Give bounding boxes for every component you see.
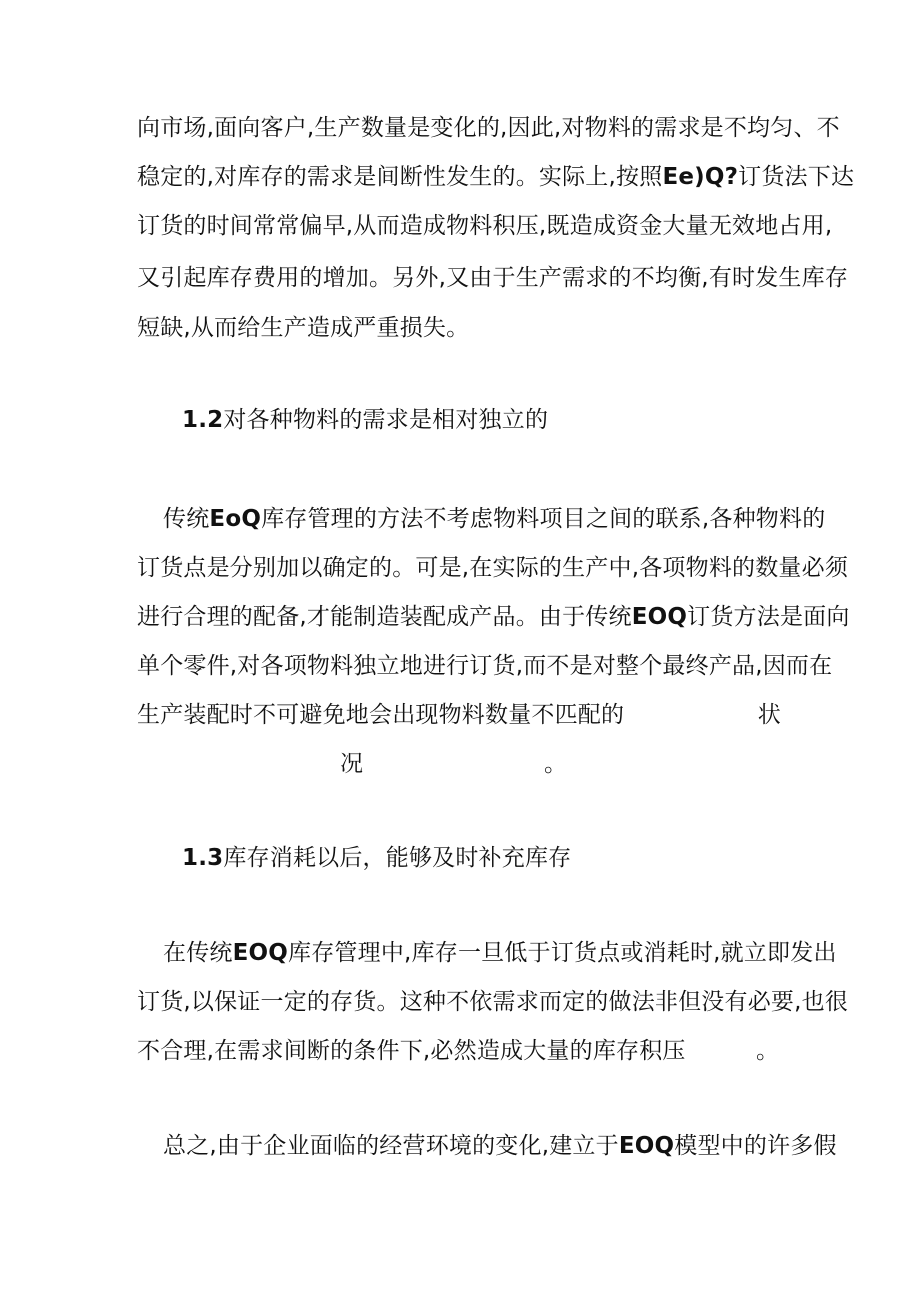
eoq-term: Ee)Q?	[662, 164, 739, 190]
section-title: 库存消耗以后，能够及时补充库存	[223, 845, 572, 871]
section-title: 对各种物料的需求是相对独立的	[223, 407, 549, 433]
paragraph-2-line-5: 生产装配时不可避免地会出现物料数量不匹配的 状	[137, 702, 781, 728]
paragraph-2-line-2: 订货点是分别加以确定的。可是,在实际的生产中,各项物料的数量必须	[137, 555, 849, 581]
eoq-term: EOQ	[618, 1133, 675, 1159]
paragraph-2-line-4: 单个零件,对各项物料独立地进行订货,而不是对整个最终产品,因而在	[137, 653, 833, 679]
section-number: 1.2	[182, 407, 224, 433]
paragraph-3-line-3b: 。	[756, 1038, 780, 1064]
paragraph-1-line-1: 向市场,面向客户,生产数量是变化的,因此,对物料的需求是不均匀、不	[137, 115, 840, 141]
eoq-term: EoQ	[209, 506, 262, 532]
section-heading-1-2	[182, 405, 548, 435]
eoq-term: EOQ	[631, 604, 688, 630]
paragraph-1-line-2: 稳定的,对库存的需求是间断性发生的。实际上,按照Ee)Q?订货法下达	[137, 164, 855, 190]
paragraph-2-line-6a: 况	[340, 751, 364, 777]
paragraph-2-line-1: 传统EoQ库存管理的方法不考虑物料项目之间的联系,各种物料的	[163, 506, 826, 532]
paragraph-4-line-1: 总之,由于企业面临的经营环境的变化,建立于EOQ模型中的许多假	[163, 1133, 837, 1159]
paragraph-1-line-4: 又引起库存费用的增加。另外,又由于生产需求的不均衡,有时发生库存	[137, 265, 849, 291]
paragraph-1-line-5: 短缺,从而给生产造成严重损失。	[137, 315, 470, 341]
paragraph-2-line-6b: 。	[544, 751, 568, 777]
paragraph-2-line-3: 进行合理的配备,才能制造装配成产品。由于传统EOQ订货方法是面向	[137, 604, 850, 630]
section-number: 1.3	[182, 845, 224, 871]
paragraph-3-line-1: 在传统EOQ库存管理中,库存一旦低于订货点或消耗时,就立即发出	[163, 940, 837, 966]
paragraph-3-line-2: 订货,以保证一定的存货。这种不依需求而定的做法非但没有必要,也很	[137, 989, 849, 1015]
eoq-term: EOQ	[232, 940, 289, 966]
paragraph-1-line-3: 订货的时间常常偏早,从而造成物料积压,既造成资金大量无效地占用,	[137, 213, 833, 239]
paragraph-3-line-3a: 不合理,在需求间断的条件下,必然造成大量的库存积压	[137, 1038, 686, 1064]
section-heading-1-3	[182, 843, 571, 873]
